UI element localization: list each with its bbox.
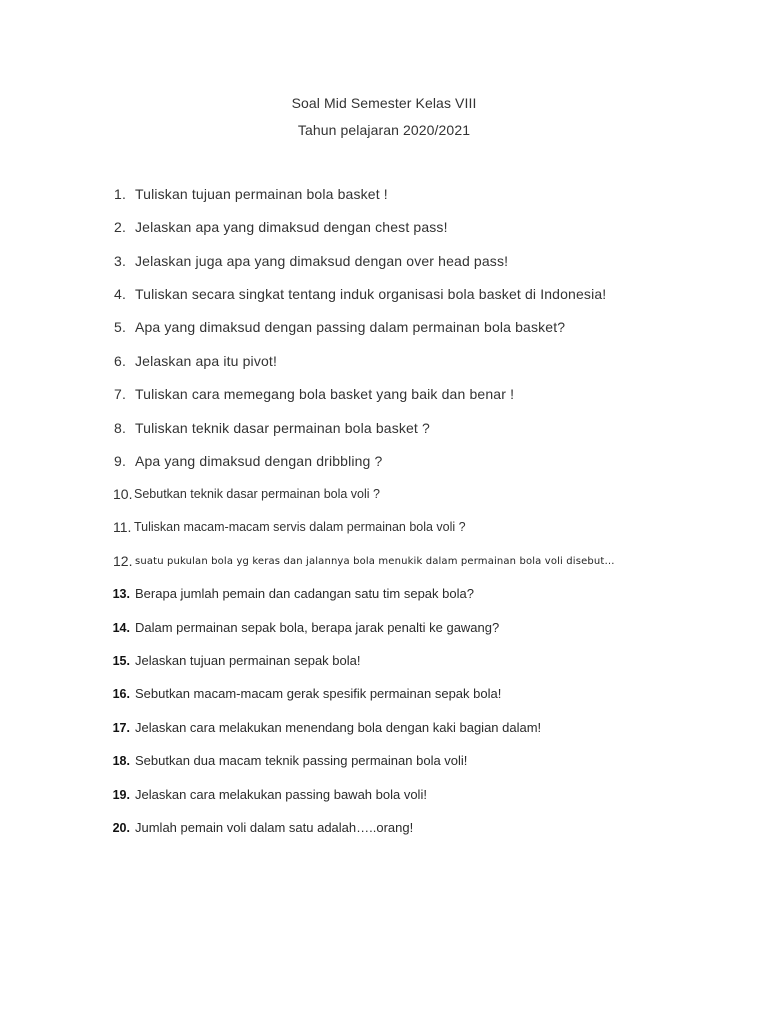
question-number: 13. xyxy=(112,587,130,601)
question-number: 19. xyxy=(112,788,130,802)
question-number: 4. xyxy=(114,286,126,302)
question-text: Jelaskan apa yang dimaksud dengan chest pass! xyxy=(135,219,448,235)
question-number: 5. xyxy=(114,319,126,335)
question-text: Tuliskan macam-macam servis dalam permainan bola voli ? xyxy=(134,520,466,534)
question-number: 2. xyxy=(114,219,126,235)
question-text: Apa yang dimaksud dengan dribbling ? xyxy=(135,453,383,469)
question-text: Tuliskan teknik dasar permainan bola basket ? xyxy=(135,420,430,436)
question-number: 17. xyxy=(112,721,130,735)
document-title: Soal Mid Semester Kelas VIII xyxy=(291,95,477,111)
question-text: Jelaskan cara melakukan menendang bola dengan kaki bagian dalam! xyxy=(135,720,542,735)
question-item xyxy=(0,586,700,606)
question-item xyxy=(0,486,700,506)
question-text: Apa yang dimaksud dengan passing dalam permainan bola basket? xyxy=(135,319,566,335)
question-text: Jumlah pemain voli dalam satu adalah…..orang! xyxy=(135,820,414,835)
question-item xyxy=(0,186,700,206)
question-number: 11. xyxy=(113,519,132,535)
question-text: Tuliskan secara singkat tentang induk organisasi bola basket di Indonesia! xyxy=(135,286,607,302)
question-text: Tuliskan tujuan permainan bola basket ! xyxy=(135,186,388,202)
question-text: Berapa jumlah pemain dan cadangan satu tim sepak bola? xyxy=(135,586,474,601)
question-number: 1. xyxy=(114,186,126,202)
question-text: Sebutkan teknik dasar permainan bola voli ? xyxy=(134,487,380,501)
question-item xyxy=(0,253,700,273)
question-item xyxy=(0,753,700,773)
question-item xyxy=(0,720,700,740)
document-subtitle: Tahun pelajaran 2020/2021 xyxy=(297,122,471,138)
question-number: 20. xyxy=(112,821,130,835)
question-number: 9. xyxy=(114,453,126,469)
question-item xyxy=(0,787,700,807)
question-item xyxy=(0,519,700,539)
question-item xyxy=(0,820,700,840)
question-number: 16. xyxy=(112,687,130,701)
question-item xyxy=(0,653,700,673)
question-number: 8. xyxy=(114,420,126,436)
question-number: 14. xyxy=(112,621,130,635)
question-item xyxy=(0,686,700,706)
question-number: 7. xyxy=(114,386,126,402)
question-text: Sebutkan dua macam teknik passing permainan bola voli! xyxy=(135,753,468,768)
question-item xyxy=(0,420,700,440)
question-item xyxy=(0,219,700,239)
question-number: 15. xyxy=(112,654,130,668)
question-item xyxy=(0,286,700,306)
question-number: 3. xyxy=(114,253,126,269)
question-item xyxy=(0,386,700,406)
question-item xyxy=(0,453,700,473)
question-item xyxy=(0,319,700,339)
question-text: suatu pukulan bola yg keras dan jalannya bola menukik dalam permainan bola voli disebut… xyxy=(135,556,615,567)
question-text: Jelaskan cara melakukan passing bawah bola voli! xyxy=(135,787,427,802)
question-text: Dalam permainan sepak bola, berapa jarak penalti ke gawang? xyxy=(135,620,500,635)
question-item xyxy=(0,553,700,573)
question-text: Jelaskan tujuan permainan sepak bola! xyxy=(135,653,361,668)
question-number: 18. xyxy=(112,754,130,768)
question-number: 6. xyxy=(114,353,126,369)
question-text: Jelaskan juga apa yang dimaksud dengan over head pass! xyxy=(135,253,509,269)
question-item xyxy=(0,620,700,640)
question-text: Tuliskan cara memegang bola basket yang baik dan benar ! xyxy=(135,386,515,402)
question-number: 12. xyxy=(113,553,133,569)
question-number: 10. xyxy=(113,486,133,502)
question-text: Sebutkan macam-macam gerak spesifik permainan sepak bola! xyxy=(135,686,502,701)
question-item xyxy=(0,353,700,373)
question-text: Jelaskan apa itu pivot! xyxy=(135,353,277,369)
